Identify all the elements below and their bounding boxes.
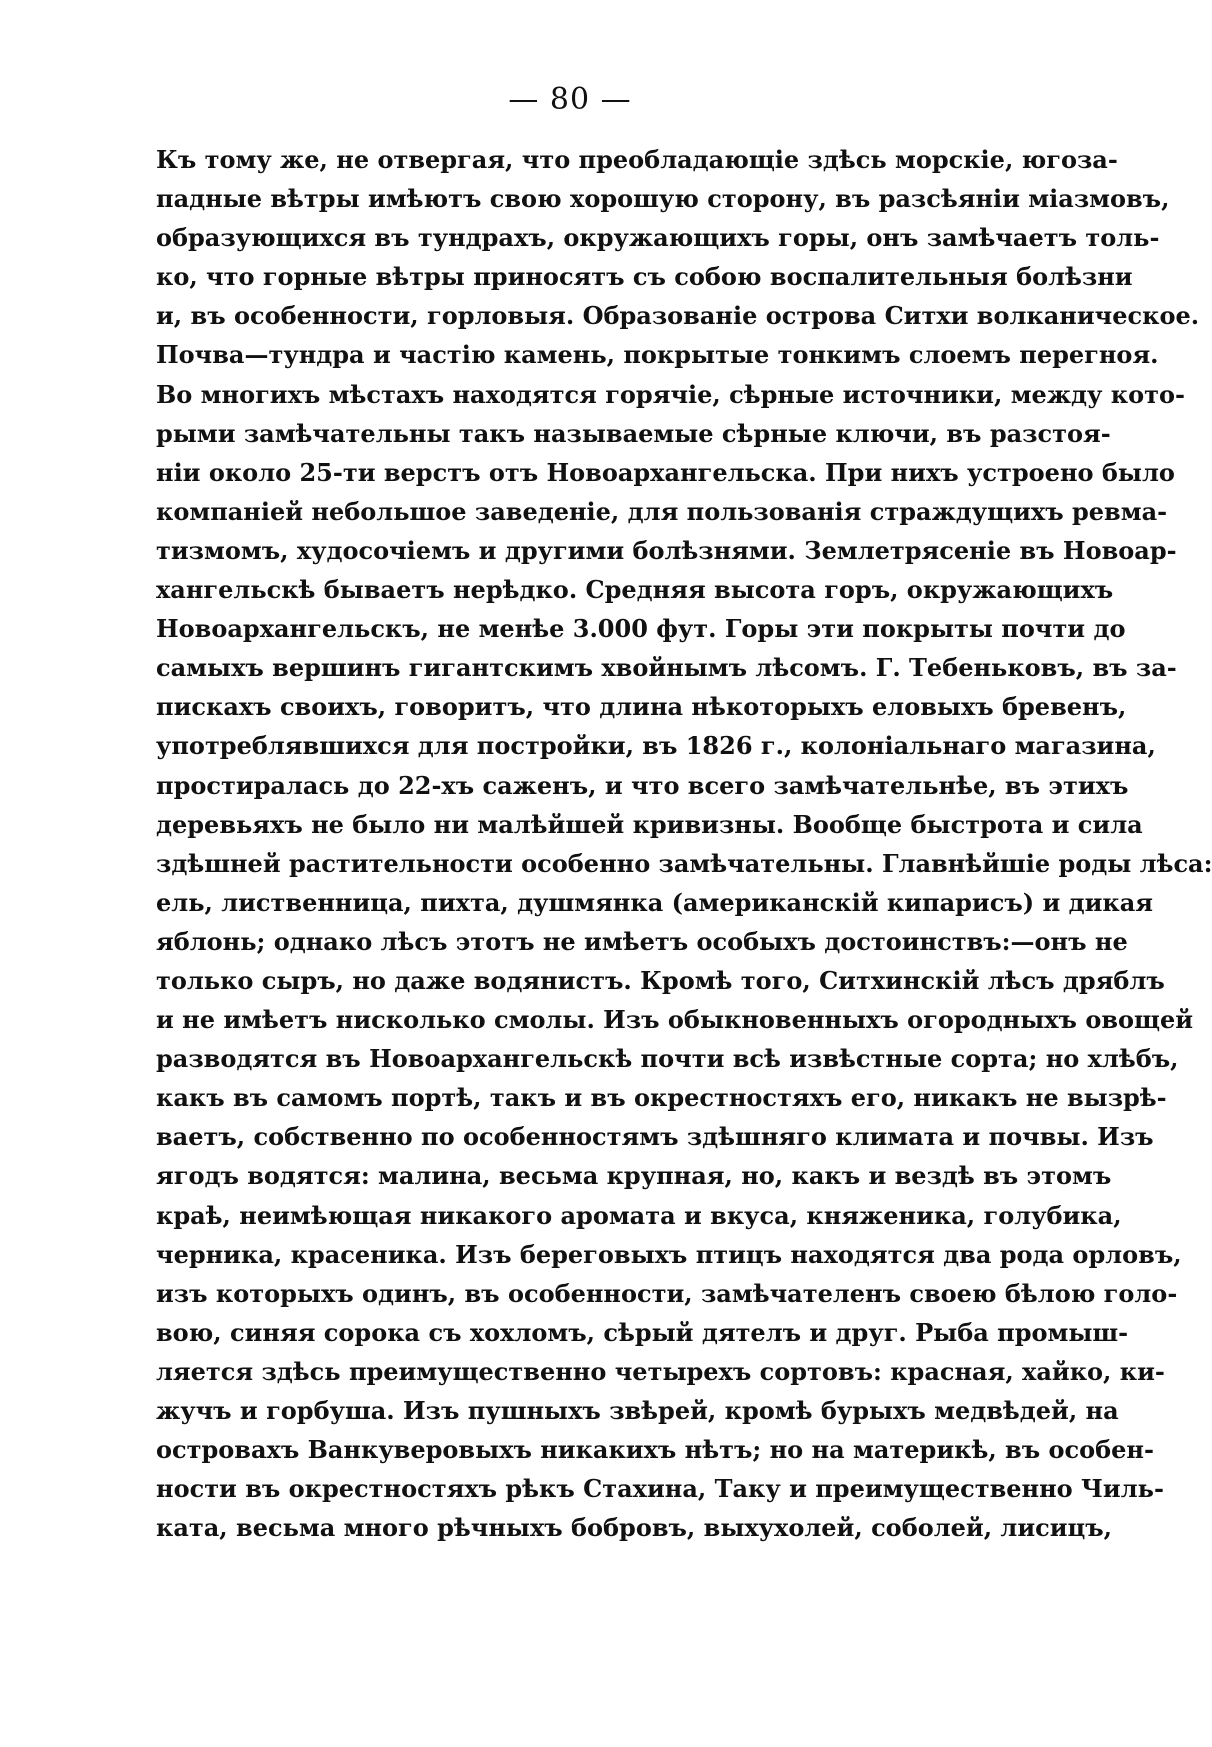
text-line: хангельскѣ бываетъ нерѣдко. Средняя высота горъ, окружающихъ: [156, 575, 1114, 605]
text-line: ніи около 25-ти верстъ отъ Новоархангельска. При нихъ устроено было: [156, 457, 1175, 487]
text-line: деревьяхъ не было ни малѣйшей кривизны. Вообще быстрота и сила: [156, 809, 1143, 839]
text-line: только сыръ, но даже водянистъ. Кромѣ того, Ситхинскій лѣсъ дряблъ: [156, 965, 1165, 995]
text-line: простиралась до 22-хъ саженъ, и что всего замѣчательнѣе, въ этихъ: [156, 770, 1129, 800]
text-line: ляется здѣсь преимущественно четырехъ сортовъ: красная, хайко, ки-: [156, 1356, 1165, 1386]
text-line: Къ тому же, не отвергая, что преобладающіе здѣсь морскіе, югоза-: [156, 145, 1118, 174]
text-line: тизмомъ, худосочіемъ и другими болѣзнями. Землетрясеніе въ Новоар-: [156, 535, 1177, 565]
text-line: краѣ, неимѣющая никакого аромата и вкуса, княженика, голубика,: [156, 1200, 1122, 1230]
text-line: какъ въ самомъ портѣ, такъ и въ окрестностяхъ его, никакъ не вызрѣ-: [156, 1083, 1167, 1113]
text-line: островахъ Ванкуверовыхъ никакихъ нѣтъ; но на материкѣ, въ особен-: [156, 1435, 1154, 1465]
text-line: Во многихъ мѣстахъ находятся горячіе, сѣрные источники, между кото-: [156, 379, 1185, 409]
text-line: яблонь; однако лѣсъ этотъ не имѣетъ особыхъ достоинствъ:—онъ не: [156, 926, 1128, 956]
text-line: падные вѣтры имѣютъ свою хорошую сторону, въ разсѣяніи міазмовъ,: [156, 184, 1170, 214]
text-line: Почва—тундра и частію камень, покрытые тонкимъ слоемъ перегноя.: [156, 340, 1159, 370]
text-line: употреблявшихся для постройки, въ 1826 г., колоніальнаго магазина,: [156, 731, 1156, 761]
text-line: образующихся въ тундрахъ, окружающихъ горы, онъ замѣчаетъ толь-: [156, 223, 1160, 253]
text-line: ягодъ водятся: малина, весьма крупная, но, какъ и вездѣ въ этомъ: [156, 1161, 1112, 1191]
text-line: изъ которыхъ одинъ, въ особенности, замѣчателенъ своею бѣлою голо-: [156, 1278, 1178, 1308]
text-line: и не имѣетъ нисколько смолы. Изъ обыкновенныхъ огородныхъ овощей: [156, 1005, 1194, 1035]
text-line: компаніей небольшое заведеніе, для пользованія страждущихъ ревма-: [156, 496, 1168, 526]
text-line: ель, лиственница, пихта, душмянка (американскій кипарисъ) и дикая: [156, 887, 1154, 917]
text-line: ко, что горные вѣтры приносятъ съ собою воспалительныя болѣзни: [156, 262, 1133, 292]
text-line: рыми замѣчательны такъ называемые сѣрные ключи, въ разстоя-: [156, 418, 1111, 448]
body-text: [156, 140, 1212, 1547]
text-line: самыхъ вершинъ гигантскимъ хвойнымъ лѣсомъ. Г. Тебеньковъ, въ за-: [156, 653, 1177, 683]
page-number: — 80 —: [508, 82, 632, 117]
text-line: ката, весьма много рѣчныхъ бобровъ, выхухолей, соболей, лисицъ,: [156, 1513, 1113, 1543]
text-line: вою, синяя сорока съ хохломъ, сѣрый дятелъ и друг. Рыба промыш-: [156, 1317, 1129, 1347]
text-line: разводятся въ Новоархангельскѣ почти всѣ извѣстные сорта; но хлѣбъ,: [156, 1044, 1179, 1074]
text-line: и, въ особенности, горловыя. Образованіе острова Ситхи волканическое.: [156, 301, 1200, 331]
text-line: ности въ окрестностяхъ рѣкъ Стахина, Таку и преимущественно Чиль-: [156, 1474, 1164, 1504]
text-line: жучъ и горбуша. Изъ пушныхъ звѣрей, кромѣ бурыхъ медвѣдей, на: [156, 1396, 1119, 1425]
text-line: Новоархангельскъ, не менѣе 3.000 фут. Горы эти покрыты почти до: [156, 614, 1126, 644]
text-line: черника, красеника. Изъ береговыхъ птицъ находятся два рода орловъ,: [156, 1239, 1182, 1269]
text-line: ваетъ, собственно по особенностямъ здѣшняго климата и почвы. Изъ: [156, 1122, 1154, 1152]
text-line: пискахъ своихъ, говоритъ, что длина нѣкоторыхъ еловыхъ бревенъ,: [156, 692, 1127, 722]
text-line: здѣшней растительности особенно замѣчательны. Главнѣйшіе роды лѣса:: [156, 848, 1212, 878]
